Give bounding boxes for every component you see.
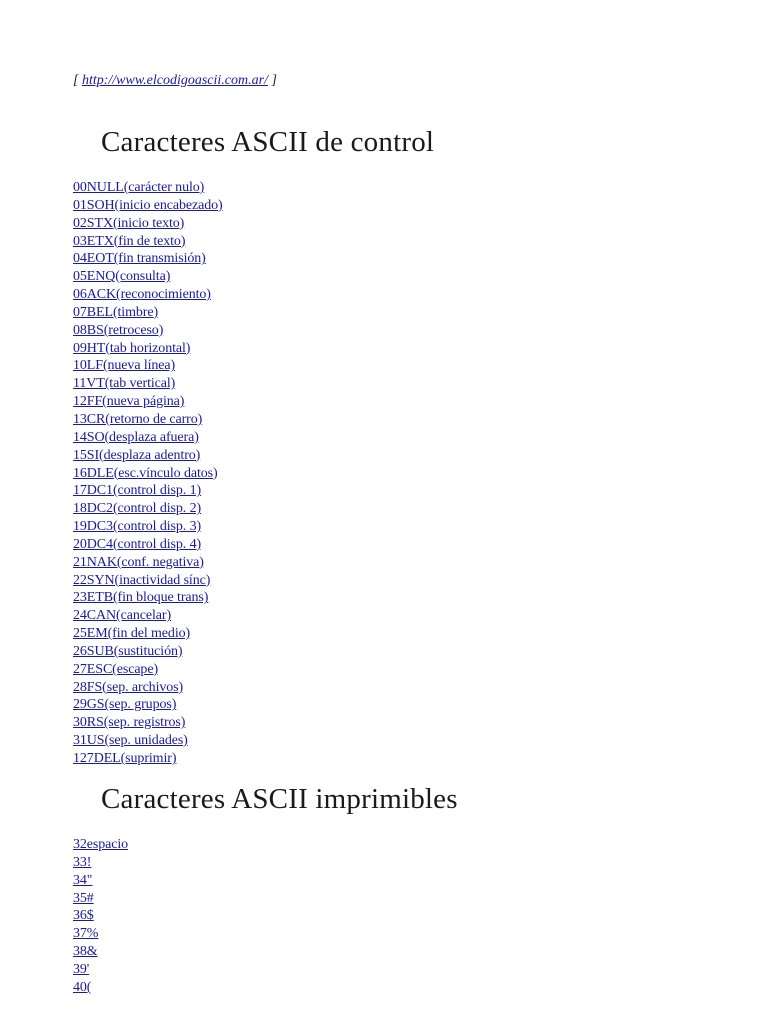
control-char-link[interactable]: 16DLE(esc.vínculo datos) [73,465,218,481]
control-char-link[interactable]: 15SI(desplaza adentro) [73,447,201,463]
list-item [73,286,223,304]
control-char-link[interactable]: 00NULL(carácter nulo) [73,180,205,195]
control-char-link[interactable]: 13CR(retorno de carro) [73,411,203,427]
control-char-link[interactable]: 03ETX(fin de texto) [73,233,186,249]
source-url-link[interactable]: http://www.elcodigoascii.com.ar/ [81,73,268,88]
control-char-link[interactable]: 26SUB(sustitución) [73,643,183,659]
list-item [73,447,223,465]
close-bracket: ] [267,73,277,88]
control-char-link[interactable]: 08BS(retroceso) [73,322,164,338]
printable-char-link[interactable]: 37% [73,926,99,942]
list-item [73,961,128,979]
printable-char-link[interactable]: 34" [73,872,93,888]
control-characters-list [73,179,223,768]
control-char-link[interactable]: 07BEL(timbre) [73,304,159,320]
printable-char-link[interactable]: 38& [73,944,98,960]
list-item [73,393,223,411]
control-char-link[interactable]: 30RS(sep. registros) [73,715,186,731]
control-char-link[interactable]: 29GS(sep. grupos) [73,697,177,713]
list-item [73,304,223,322]
list-item [73,500,223,518]
list-item [73,250,223,268]
control-char-link[interactable]: 11VT(tab vertical) [73,376,176,392]
list-item [73,589,223,607]
control-char-link[interactable]: 01SOH(inicio encabezado) [73,197,223,213]
list-item [73,607,223,625]
control-char-link[interactable]: 10LF(nueva línea) [73,358,176,374]
printable-characters-list [73,836,128,997]
printable-char-link[interactable]: 40( [73,979,92,995]
control-char-link[interactable]: 24CAN(cancelar) [73,608,172,624]
list-item [73,643,223,661]
list-item [73,890,128,908]
control-char-link[interactable]: 23ETB(fin bloque trans) [73,590,209,606]
control-char-link[interactable]: 28FS(sep. archivos) [73,679,184,695]
control-char-link[interactable]: 12FF(nueva página) [73,394,185,410]
list-item [73,679,223,697]
control-char-link[interactable]: 17DC1(control disp. 1) [73,483,202,499]
list-item [73,482,223,500]
list-item [73,465,223,483]
list-item [73,197,223,215]
source-reference [73,73,277,89]
control-char-link[interactable]: 21NAK(conf. negativa) [73,554,204,570]
list-item [73,625,223,643]
list-item [73,925,128,943]
control-char-link[interactable]: 18DC2(control disp. 2) [73,501,202,517]
list-item [73,233,223,251]
open-bracket: [ [73,73,82,88]
list-item [73,696,223,714]
list-item [73,979,128,997]
list-item [73,714,223,732]
control-char-link[interactable]: 05ENQ(consulta) [73,269,171,285]
list-item [73,750,223,768]
printable-characters-heading: Caracteres ASCII imprimibles [101,783,458,815]
control-char-link[interactable]: 06ACK(reconocimiento) [73,287,211,303]
control-char-link[interactable]: 127DEL(suprimir) [73,751,177,766]
control-char-link[interactable]: 20DC4(control disp. 4) [73,536,202,552]
control-char-link[interactable]: 04EOT(fin transmisión) [73,251,206,267]
printable-char-link[interactable]: 35# [73,890,94,906]
control-char-link[interactable]: 27ESC(escape) [73,661,159,677]
list-item [73,179,223,197]
list-item [73,661,223,679]
control-char-link[interactable]: 02STX(inicio texto) [73,215,185,231]
list-item [73,732,223,750]
list-item [73,943,128,961]
control-char-link[interactable]: 19DC3(control disp. 3) [73,519,202,535]
list-item [73,268,223,286]
list-item [73,907,128,925]
printable-char-link[interactable]: 39' [73,961,90,977]
list-item [73,215,223,233]
control-char-link[interactable]: 31US(sep. unidades) [73,733,188,749]
list-item [73,572,223,590]
list-item [73,322,223,340]
list-item [73,872,128,890]
control-char-link[interactable]: 25EM(fin del medio) [73,626,191,642]
list-item [73,429,223,447]
control-char-link[interactable]: 14SO(desplaza afuera) [73,429,199,445]
control-characters-heading: Caracteres ASCII de control [101,126,435,158]
printable-char-link[interactable]: 33! [73,854,92,870]
control-char-link[interactable]: 09HT(tab horizontal) [73,340,191,356]
list-item [73,836,128,854]
list-item [73,854,128,872]
printable-char-link[interactable]: 32espacio [73,837,129,852]
list-item [73,340,223,358]
list-item [73,518,223,536]
list-item [73,375,223,393]
list-item [73,554,223,572]
control-char-link[interactable]: 22SYN(inactividad sínc) [73,572,211,588]
list-item [73,411,223,429]
list-item [73,536,223,554]
list-item [73,357,223,375]
printable-char-link[interactable]: 36$ [73,908,94,924]
